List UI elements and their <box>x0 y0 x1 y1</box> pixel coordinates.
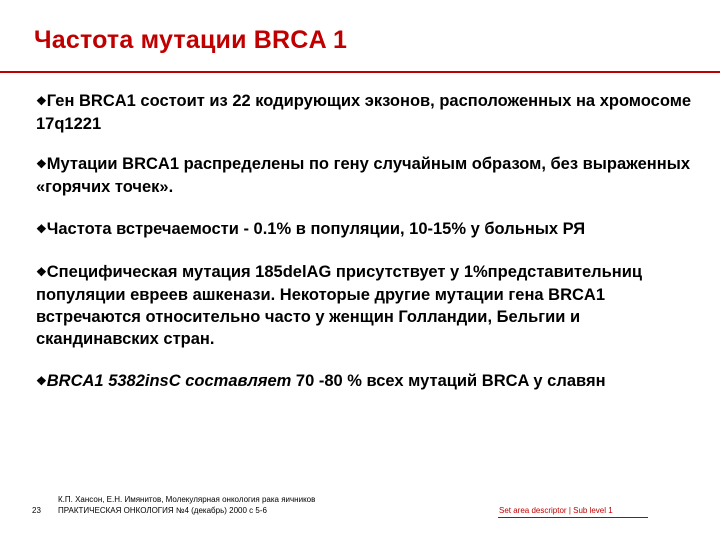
diamond-bullet-icon: ❖ <box>36 157 47 171</box>
bullet-text-italic: BRCA1 5382insC составляет <box>46 372 292 390</box>
bullet-item <box>36 153 696 198</box>
footer-reference <box>58 494 315 516</box>
bullet-text: Частота встречаемости - 0.1% в популяции, 10-15% у больных РЯ <box>46 220 586 238</box>
diamond-bullet-icon: ❖ <box>36 94 47 108</box>
bullet-list <box>36 90 696 411</box>
page-number: 23 <box>32 506 41 515</box>
footer-underline <box>498 517 648 518</box>
bullet-item <box>36 261 696 350</box>
bullet-text: Мутации BRCA1 распределены по гену случайным образом, без выраженных «горячих точек». <box>36 155 690 196</box>
diamond-bullet-icon: ❖ <box>36 265 47 279</box>
bullet-text: Специфическая мутация 185delAG присутствует у 1%представительниц популяции евреев ашкенази. Некоторые другие мутации гена BRCA1 встречаются относительно часто у женщин Голландии, Бельгии и скандинавских стран. <box>36 263 642 348</box>
reference-line-1: К.П. Хансон, Е.Н. Имянитов, Молекулярная онкология рака яичников <box>58 495 316 504</box>
bullet-item <box>36 90 696 135</box>
bullet-text: Ген BRCA1 состоит из 22 кодирующих экзонов, расположенных на хромосоме 17q1221 <box>36 92 692 133</box>
reference-line-2: ПРАКТИЧЕСКАЯ ОНКОЛОГИЯ №4 (декабрь) 2000 с 5-6 <box>58 506 267 515</box>
title-rule <box>0 71 720 73</box>
slide-title: Частота мутации BRCA 1 <box>34 26 348 54</box>
bullet-item <box>36 370 696 393</box>
diamond-bullet-icon: ❖ <box>36 222 47 236</box>
area-descriptor: Set area descriptor | Sub level 1 <box>499 506 613 515</box>
bullet-item <box>36 218 696 241</box>
diamond-bullet-icon: ❖ <box>36 374 47 388</box>
bullet-text: 70 -80 % всех мутаций BRCA у славян <box>291 372 606 390</box>
